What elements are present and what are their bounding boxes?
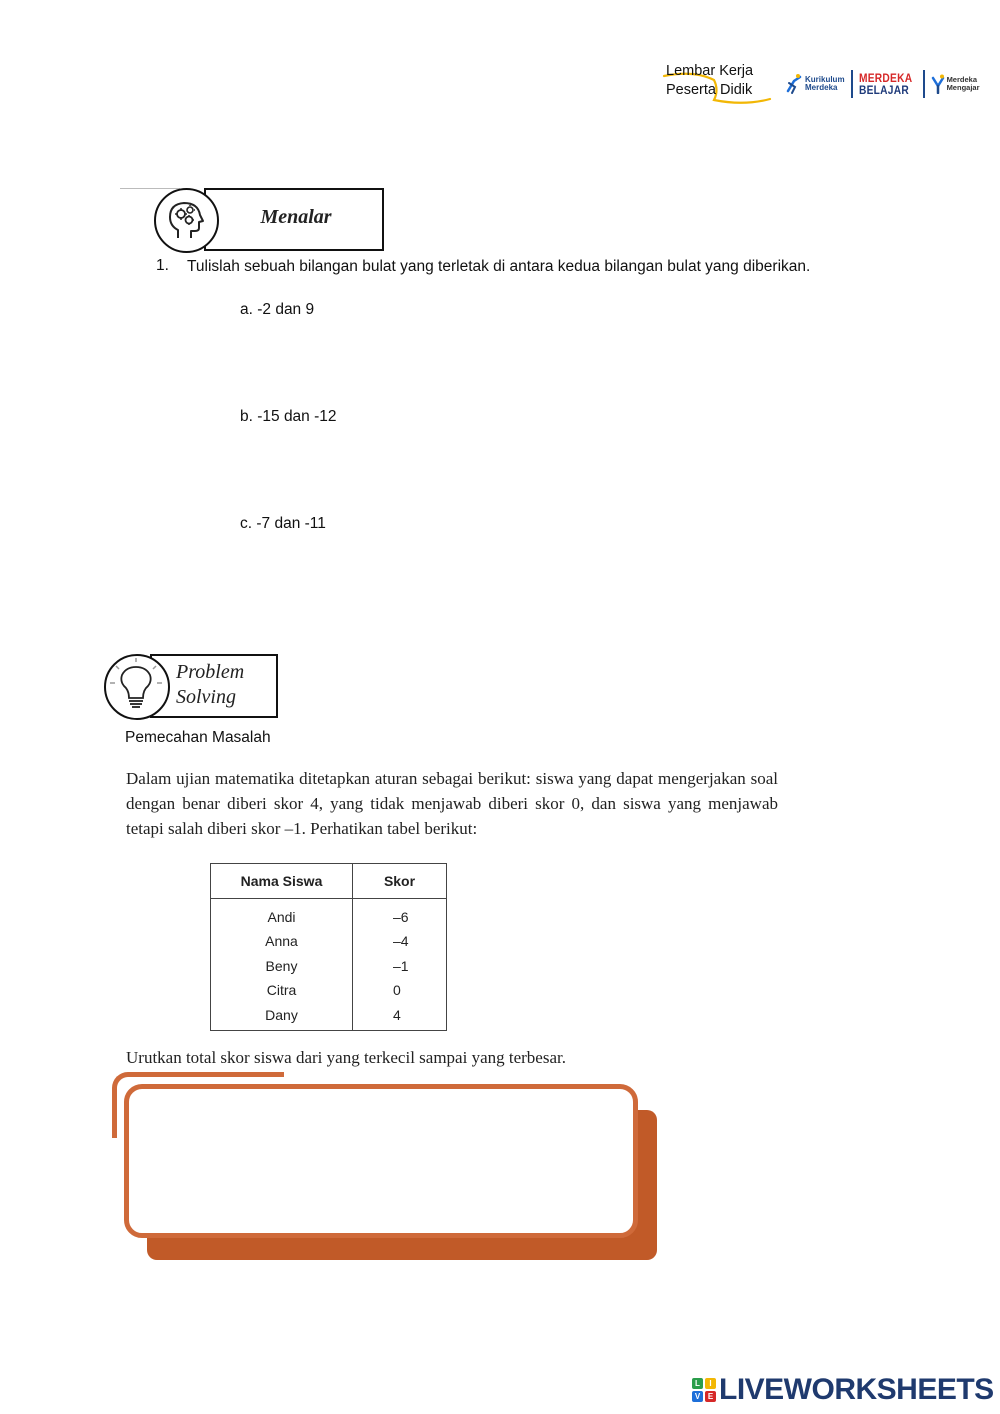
- kurikulum-merdeka-icon: [786, 73, 802, 95]
- answer-input-box[interactable]: [124, 1084, 638, 1238]
- table-cell-score: –1: [393, 957, 409, 974]
- table-cell-name: Beny: [211, 953, 353, 978]
- merdeka-mengajar-icon: [931, 74, 945, 94]
- logo-divider: [851, 70, 853, 98]
- menalar-banner: [204, 188, 384, 251]
- head-gears-icon: [156, 190, 217, 251]
- merdeka-belajar-line1: MERDEKA: [858, 71, 912, 85]
- table-row: [211, 899, 447, 929]
- table-cell-name: Andi: [211, 899, 353, 929]
- problem-solving-line1: Problem: [176, 661, 245, 683]
- kurikulum-merdeka-logo: [786, 73, 845, 95]
- kurikulum-logo-line2: Merdeka: [805, 83, 838, 92]
- option-c: c. -7 dan -11: [240, 515, 326, 532]
- brand-tile-v: V: [692, 1391, 703, 1402]
- merdeka-belajar-logo: [858, 71, 912, 97]
- decorative-line: [120, 188, 180, 189]
- table-cell-name: Anna: [211, 929, 353, 954]
- problem-solving-line2: Solving: [176, 686, 236, 708]
- menalar-badge: [154, 188, 219, 253]
- table-cell-score: –6: [393, 908, 409, 925]
- menalar-banner-label: Menalar: [260, 206, 332, 228]
- merdeka-mengajar-line2: Mengajar: [946, 83, 980, 92]
- score-table: [210, 863, 447, 1031]
- logo-divider-2: [923, 70, 925, 98]
- problem-question: Urutkan total skor siswa dari yang terkecil sampai yang terbesar.: [126, 1048, 566, 1067]
- option-b: b. -15 dan -12: [240, 408, 337, 425]
- liveworksheets-brand: LIVEWORKSHEETS: [719, 1373, 994, 1406]
- lightbulb-icon: [106, 656, 167, 717]
- document-label-line1: Lembar Kerja: [666, 63, 754, 79]
- document-label: [666, 62, 753, 100]
- problem-solving-badge: [104, 654, 170, 720]
- header-logos: [786, 68, 980, 100]
- option-a: a. -2 dan 9: [240, 301, 315, 318]
- answer-input-value[interactable]: [129, 1089, 633, 1233]
- document-label-line2: Peserta Didik: [666, 82, 753, 98]
- brand-tile-i: I: [705, 1378, 716, 1389]
- table-cell-score: 4: [393, 1006, 401, 1023]
- liveworksheets-tiles-icon: [692, 1378, 716, 1402]
- table-cell-name: Dany: [211, 1003, 353, 1031]
- table-cell-score: –4: [393, 932, 409, 949]
- table-row: [211, 978, 447, 1003]
- brand-tile-l: L: [692, 1378, 703, 1389]
- table-header-row: [211, 864, 447, 899]
- question-number: 1.: [156, 257, 169, 274]
- merdeka-mengajar-line1: Merdeka: [946, 75, 977, 84]
- problem-paragraph: Dalam ujian matematika ditetapkan aturan sebagai berikut: siswa yang dapat mengerjakan soal dengan benar diberi skor 4, yang tidak menjawab diberi skor 0, dan siswa yang menjawab tetapi salah diberi skor –1. Perhatikan tabel berikut:: [126, 769, 778, 838]
- table-row: [211, 929, 447, 954]
- question-text: Tulislah sebuah bilangan bulat yang terletak di antara kedua bilangan bulat yang diberikan.: [187, 258, 811, 275]
- table-header-name: Nama Siswa: [211, 864, 353, 899]
- table-cell-name: Citra: [211, 978, 353, 1003]
- table-header-score: Skor: [353, 864, 447, 899]
- brand-tile-e: E: [705, 1391, 716, 1402]
- kurikulum-logo-line1: Kurikulum: [805, 75, 845, 84]
- liveworksheets-logo: [692, 1373, 994, 1407]
- table-cell-score: 0: [393, 982, 401, 999]
- problem-solving-heading: Pemecahan Masalah: [125, 729, 271, 746]
- merdeka-belajar-line2: BELAJAR: [858, 83, 909, 97]
- problem-solving-label: [176, 660, 244, 710]
- table-row: [211, 1003, 447, 1031]
- merdeka-mengajar-logo: [931, 74, 980, 94]
- table-row: [211, 953, 447, 978]
